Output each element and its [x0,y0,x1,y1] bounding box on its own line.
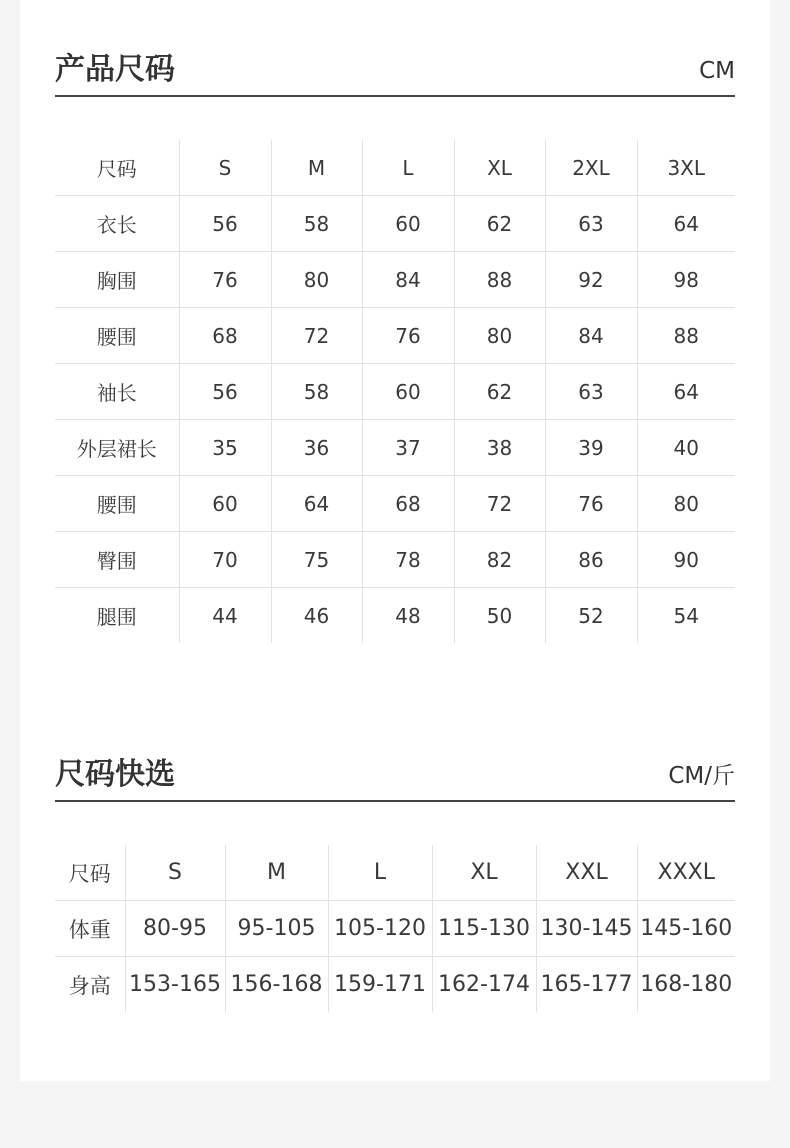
table-cell: 84 [362,252,454,308]
table-row [55,957,735,1013]
table-row [55,308,735,364]
product-size-header-row [55,140,735,196]
table-cell: 80 [271,252,362,308]
table-row [55,476,735,532]
table-cell: 88 [637,308,735,364]
table-cell: 44 [179,588,271,644]
table-cell: 88 [454,252,545,308]
table-cell: 35 [179,420,271,476]
table-cell: 60 [362,364,454,420]
table-cell: 95-105 [225,901,328,957]
product-size-header-size: M [271,140,362,196]
table-cell: 54 [637,588,735,644]
product-size-title: 产品尺码 [55,52,175,87]
row-label: 外层裙长 [55,420,179,476]
table-row [55,252,735,308]
table-cell: 86 [545,532,637,588]
table-cell: 46 [271,588,362,644]
product-size-header [55,40,735,97]
table-row [55,196,735,252]
size-quick-header-size: S [125,845,225,901]
size-quick-header-size: L [328,845,432,901]
table-cell: 63 [545,196,637,252]
table-cell: 56 [179,364,271,420]
table-cell: 80 [637,476,735,532]
table-cell: 63 [545,364,637,420]
table-cell: 64 [637,364,735,420]
table-cell: 58 [271,196,362,252]
table-cell: 145-160 [637,901,735,957]
row-label: 腰围 [55,476,179,532]
row-label: 腿围 [96,605,137,629]
size-quick-header-size: XXL [536,845,637,901]
size-quick-title: 尺码快选 [55,757,175,792]
table-cell: 92 [545,252,637,308]
table-cell: 90 [637,532,735,588]
row-label: 体重 [55,901,125,957]
table-row [55,420,735,476]
product-size-header-label: 尺码 [55,140,179,196]
size-quick-header-row [55,845,735,901]
table-cell: 64 [271,476,362,532]
table-cell: 72 [454,476,545,532]
product-size-header-size: 3XL [637,140,735,196]
table-row [55,364,735,420]
table-cell: 84 [545,308,637,364]
size-quick-unit: CM/斤 [668,763,735,789]
row-label: 身高 [68,973,111,998]
table-cell: 68 [179,308,271,364]
table-cell: 56 [179,196,271,252]
row-label: 腰围 [55,308,179,364]
table-cell: 52 [545,588,637,644]
table-cell: 80 [454,308,545,364]
table-cell: 159-171 [328,957,432,1013]
table-cell: 72 [271,308,362,364]
product-size-header-size: 2XL [545,140,637,196]
size-quick-header-size: XL [432,845,536,901]
product-size-table [55,140,735,643]
row-label: 衣长 [55,196,179,252]
size-quick-header [55,745,735,802]
product-size-header-size: L [362,140,454,196]
table-cell: 68 [362,476,454,532]
table-cell: 115-130 [432,901,536,957]
table-cell: 39 [545,420,637,476]
table-cell: 153-165 [125,957,225,1013]
table-cell: 76 [545,476,637,532]
table-cell: 48 [362,588,454,644]
table-row [55,532,735,588]
row-label: 臀围 [55,532,179,588]
row-label: 胸围 [55,252,179,308]
table-cell: 38 [454,420,545,476]
table-cell: 105-120 [328,901,432,957]
table-cell: 98 [637,252,735,308]
table-cell: 162-174 [432,957,536,1013]
table-cell: 58 [271,364,362,420]
table-cell: 62 [454,196,545,252]
table-cell: 80-95 [125,901,225,957]
table-cell: 78 [362,532,454,588]
table-row [55,588,735,644]
size-quick-table [55,845,735,1012]
table-cell: 168-180 [637,957,735,1013]
table-cell: 50 [454,588,545,644]
table-cell: 75 [271,532,362,588]
table-cell: 60 [179,476,271,532]
table-cell: 76 [362,308,454,364]
table-cell: 165-177 [536,957,637,1013]
size-quick-header-size: XXXL [637,845,735,901]
product-size-header-size: XL [454,140,545,196]
size-quick-header-size: M [225,845,328,901]
table-cell: 70 [179,532,271,588]
table-cell: 64 [637,196,735,252]
table-cell: 76 [179,252,271,308]
table-cell: 130-145 [536,901,637,957]
product-size-header-size: S [179,140,271,196]
table-cell: 82 [454,532,545,588]
table-cell: 60 [362,196,454,252]
table-cell: 62 [454,364,545,420]
table-row [55,901,735,957]
table-cell: 37 [362,420,454,476]
table-cell: 40 [637,420,735,476]
table-cell: 156-168 [225,957,328,1013]
product-size-unit: CM [699,58,735,84]
size-quick-header-label: 尺码 [55,845,125,901]
table-cell: 36 [271,420,362,476]
row-label: 袖长 [55,364,179,420]
